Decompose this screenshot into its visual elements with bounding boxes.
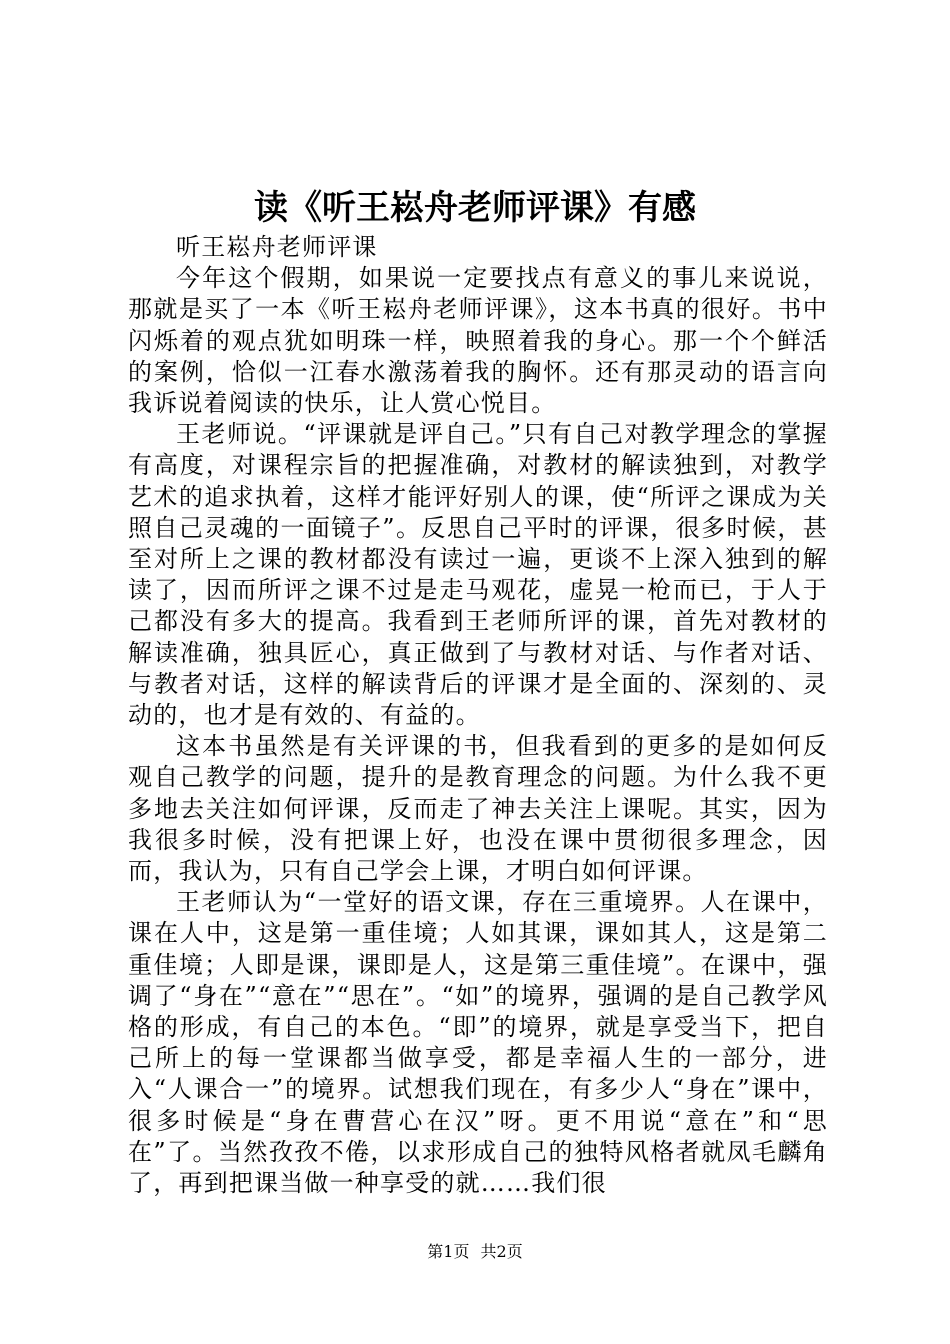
paragraph: 今年这个假期，如果说一定要找点有意义的事儿来说说，那就是买了一本《听王崧舟老师评课》，这本书真的很好。书中闪烁着的观点犹如明珠一样，映照着我的身心。那一个个鲜活的案例，恰似一江春水激荡着我的胸怀。还有那灵动的语言向我诉说着阅读的快乐，让人赏心悦目。: [128, 264, 828, 418]
page-total: 共2页: [480, 1242, 523, 1261]
page-number: 第1页: [427, 1242, 470, 1261]
paragraph: 王老师说。“评课就是评自己。”只有自己对教学理念的掌握有高度，对课程宗旨的把握准确，对教材的解读独到，对教学艺术的追求执着，这样才能评好别人的课，使“所评之课成为关照自己灵魂的一面镜子”。反思自己平时的评课，很多时候，甚至对所上之课的教材都没有读过一遍，更谈不上深入独到的解读了，因而所评之课不过是走马观花，虚晃一枪而已，于人于己都没有多大的提高。我看到王老师所评的课，首先对教材的解读准确，独具匠心，真正做到了与教材对话、与作者对话、与教者对话，这样的解读背后的评课才是全面的、深刻的、灵动的，也才是有效的、有益的。: [128, 420, 828, 730]
paragraph: 王老师认为“一堂好的语文课，存在三重境界。人在课中，课在人中，这是第一重佳境；人如其课，课如其人，这是第二重佳境；人即是课，课即是人，这是第三重佳境”。在课中，强调了“身在”“意在”“思在”。“如”的境界，强调的是自己教学风格的形成，有自己的本色。“即”的境界，就是享受当下，把自己所上的每一堂课都当做享受，都是幸福人生的一部分，进入“人课合一”的境界。试想我们现在，有多少人“身在”课中，很多时候是“身在曹营心在汉”呀。更不用说“意在”和“思在”了。当然孜孜不倦，以求形成自己的独特风格者就凤毛麟角了，再到把课当做一种享受的就……我们很: [128, 888, 828, 1198]
paragraph-subtitle: 听王崧舟老师评课: [176, 233, 378, 261]
document-title: 读《听王崧舟老师评课》有感: [254, 188, 696, 228]
document-body: [128, 232, 828, 1199]
page-footer: [0, 1240, 950, 1264]
paragraph: 这本书虽然是有关评课的书，但我看到的更多的是如何反观自己教学的问题，提升的是教育理念的问题。为什么我不更多地去关注如何评课，反而走了神去关注上课呢。其实，因为我很多时候，没有把课上好，也没在课中贯彻很多理念，因而，我认为，只有自己学会上课，才明白如何评课。: [128, 732, 828, 886]
